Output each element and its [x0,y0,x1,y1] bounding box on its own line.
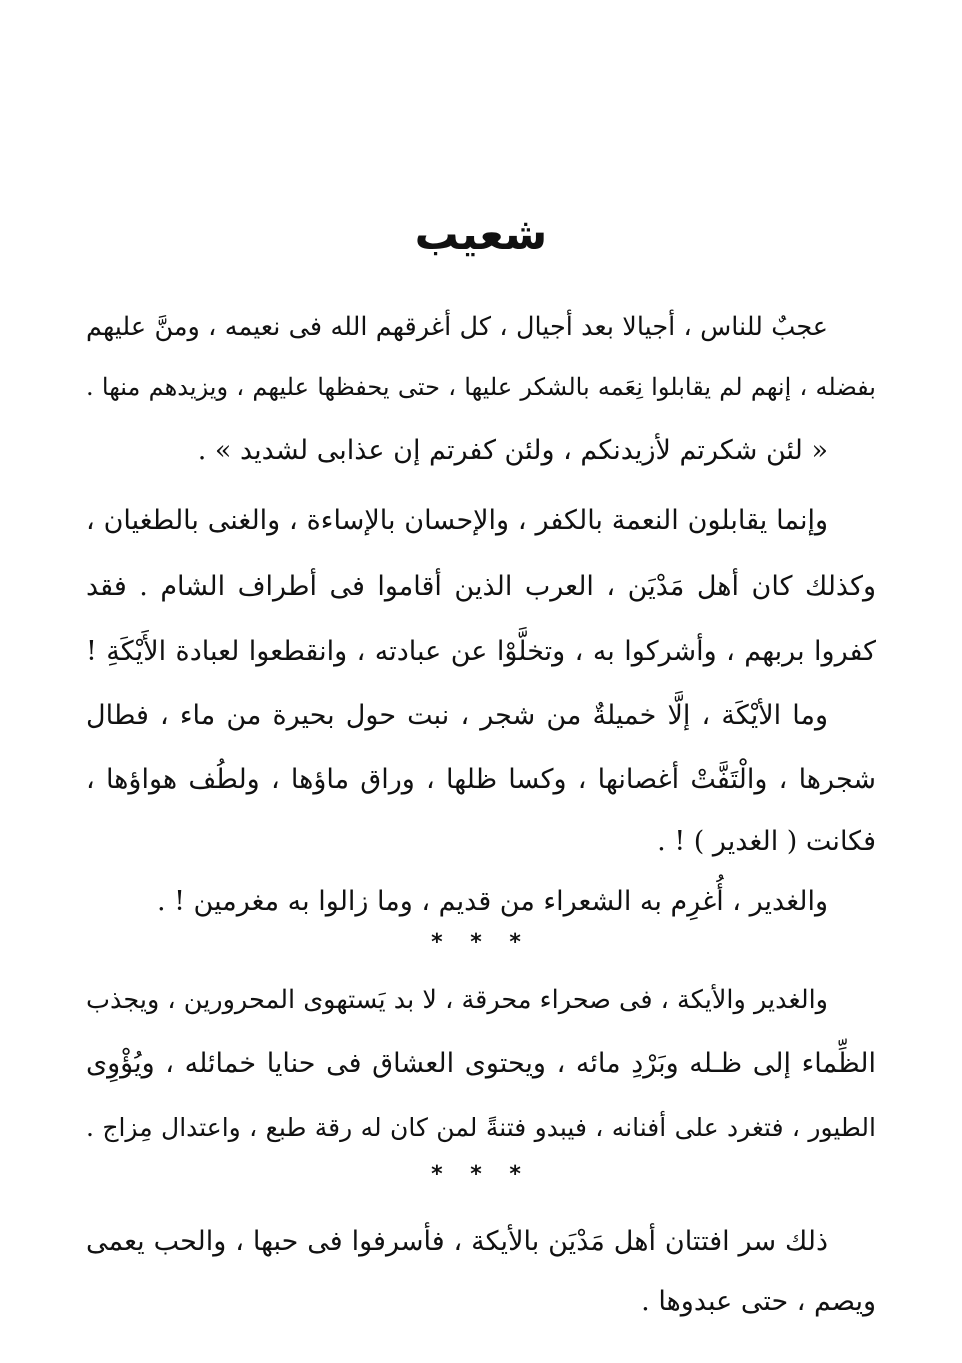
text-line: والغدير والأيكة ، فى صحراء محرقة ، لا بد يَستهوى المحرورين ، ويجذب [86,985,828,1015]
text-line: ويصم ، حتى عبدوها . [641,1286,876,1317]
section-separator: * * * [431,1162,531,1187]
text-line: عجبٌ للناس ، أجيالا بعد أجيال ، كل أغرقهم الله فى نعيمه ، ومنَّ عليهم [86,312,828,342]
text-line: الطيور ، فتغرد على أفنانه ، فيبدو فتنةً لمن كان له رقة طبع ، واعتدال مِزاج . [86,1113,876,1142]
text-line: وإنما يقابلون النعمة بالكفر ، والإحسان بالإساءة ، والغنى بالطغيان ، [86,505,828,536]
text-line: ذلك سر افتتان أهل مَدْيَن بالأيكة ، فأسرفوا فى حبها ، والحب يعمى [86,1226,828,1257]
text-line: الظِّماء إلى ظـله وبَرْدِ مائه ، ويحتوى العشاق فى حنايا خمائله ، ويُؤْوِى [86,1048,876,1079]
text-line: وما الأيْكَة ، إلَّا خميلةٌ من شجر ، نبت حول بحيرة من ماء ، فطال [86,700,828,731]
section-separator: * * * [431,930,531,955]
text-line: بفضله ، إنهم لم يقابلوا نِعَمه بالشكر عليها ، حتى يحفظها عليهم ، ويزيدهم منها . [86,373,876,401]
text-line: والغدير ، أُغرِم به الشعراء من قديم ، وما زالوا به مغرمين ! . [156,886,828,917]
text-line: شجرها ، والْتَفَّتْ أغصانها ، وكسا ظلها ، وراق ماؤها ، ولطُف هواؤها ، [86,764,876,795]
text-line: وكذلك كان أهل مَدْيَن ، العرب الذين أقاموا فى أطراف الشام . فقد [86,571,876,602]
text-line: كفروا بربهم ، وأشركوا به ، وتخلَّوْا عن عبادته ، وانقطعوا لعبادة الأَيْكَةِ ! [86,636,876,667]
quran-verse-line: « لئن شكرتم لأزيدنكم ، ولئن كفرتم إن عذابى لشديد » . [197,435,828,466]
text-line: فكانت ( الغدير ) ! . [657,826,876,857]
chapter-title: شعيب [414,209,548,260]
